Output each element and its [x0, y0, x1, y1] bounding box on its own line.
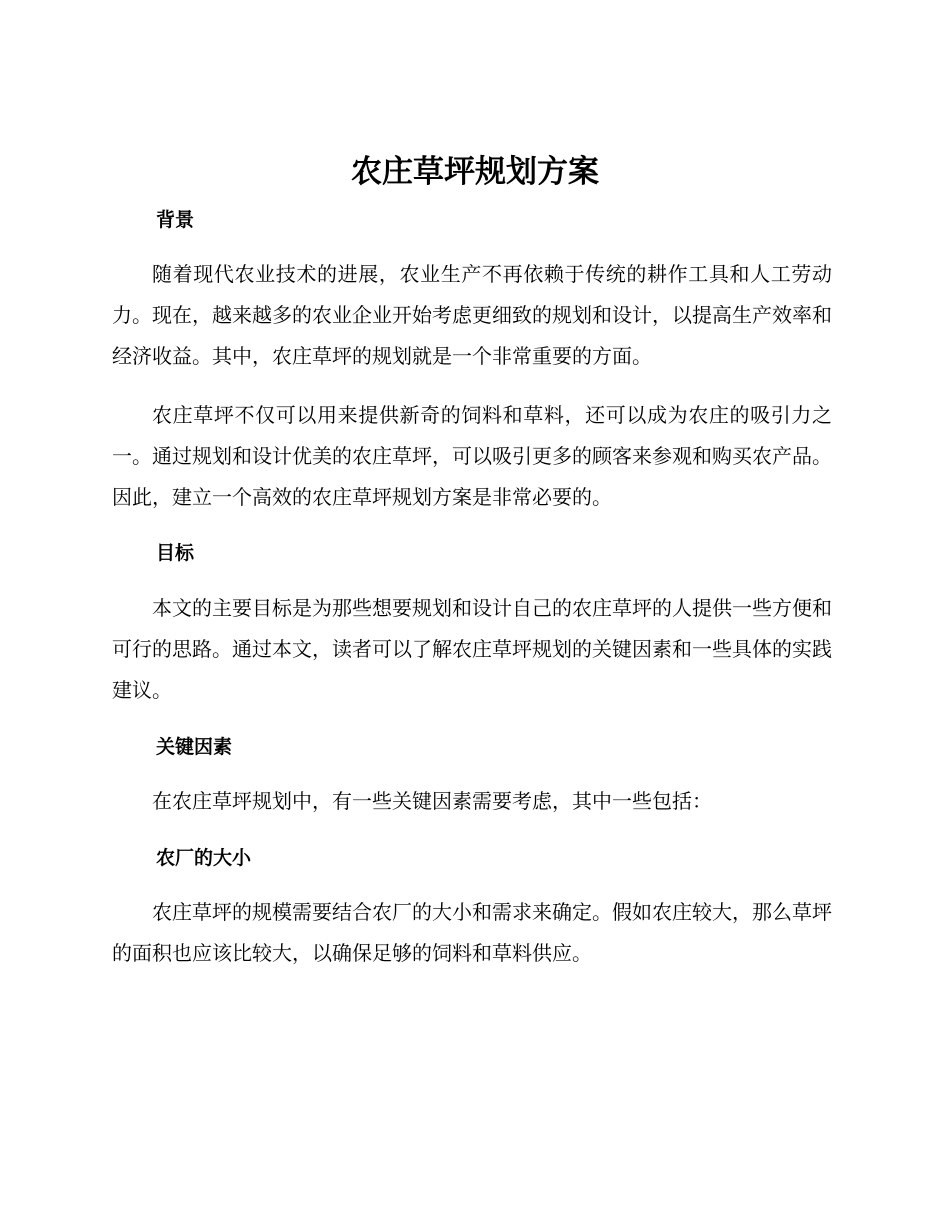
paragraph-farm-size-1: 农庄草坪的规模需要结合农厂的大小和需求来确定。假如农庄较大，那么草坪的面积也应该比较大，以确保足够的饲料和草料供应。 — [112, 900, 832, 965]
section-heading-farm-size: 农厂的大小 — [156, 847, 252, 869]
section-heading-goal: 目标 — [156, 542, 195, 564]
section-heading-background: 背景 — [156, 209, 195, 231]
paragraph-goal-1: 本文的主要目标是为那些想要规划和设计自己的农庄草坪的人提供一些方便和可行的思路。通过本文，读者可以了解农庄草坪规划的关键因素和一些具体的实践建议。 — [112, 596, 832, 702]
section-heading-key-factors: 关键因素 — [156, 736, 233, 758]
paragraph-key-factors-1: 在农庄草坪规划中，有一些关键因素需要考虑，其中一些包括： — [152, 789, 712, 813]
page-title: 农庄草坪规划方案 — [351, 154, 599, 190]
paragraph-background-1: 随着现代农业技术的进展，农业生产不再依赖于传统的耕作工具和人工劳动力。现在，越来越多的农业企业开始考虑更细致的规划和设计，以提高生产效率和经济收益。其中，农庄草坪的规划就是一个非常重要的方面。 — [112, 262, 832, 368]
paragraph-background-2: 农庄草坪不仅可以用来提供新奇的饲料和草料，还可以成为农庄的吸引力之一。通过规划和设计优美的农庄草坪，可以吸引更多的顾客来参观和购买农产品。因此，建立一个高效的农庄草坪规划方案是非常必要的。 — [112, 403, 832, 509]
